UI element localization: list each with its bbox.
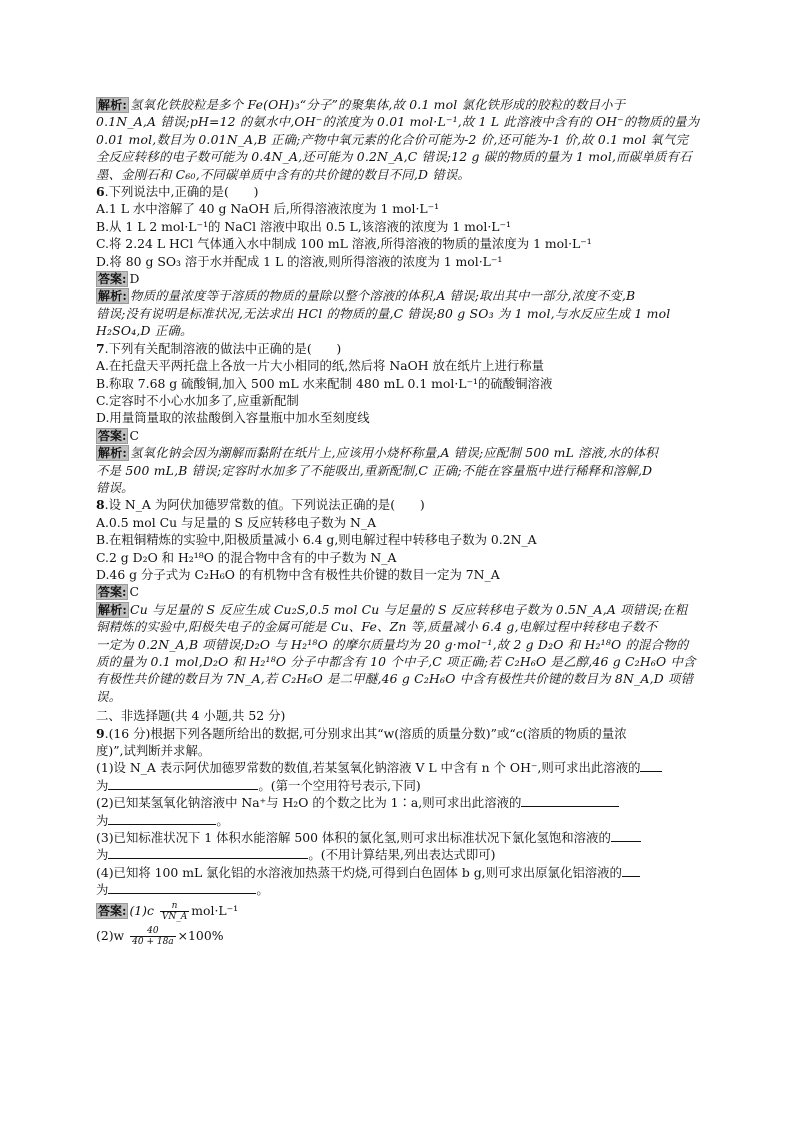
answer-tag: 答案: — [98, 428, 127, 443]
q9-part-1: (1)设 N_A 表示阿伏加德罗常数的数值,若某氢氧化钠溶液 V L 中含有 n 个 OH⁻,则可求出此溶液的 为 。(第一个空用符号表示,下同) — [96, 759, 706, 794]
answer-blank[interactable] — [108, 881, 256, 894]
option-c: C.定容时不小心水加多了,应重新配制 — [96, 392, 299, 408]
answer-blank[interactable] — [622, 864, 640, 877]
option-b: B.从 1 L 2 mol·L⁻¹的 NaCl 溶液中取出 0.5 L,该溶液的浓度为 1 mol·L⁻¹ — [96, 218, 512, 234]
answer-blank[interactable] — [108, 777, 258, 790]
q5-analysis: 解析: 氢氧化铁胶粒是多个 Fe(OH)₃“分子”的聚集体,故 0.1 mol 氯化铁形成的胶粒的数目小于 0.1N_A,A 错误;pH=12 的氨水中,OH⁻的浓度为 0.01 mol·L⁻¹,故 1 L 此溶液中含有的 OH⁻的物质的量为 0.01 mol,数目为 0.01N_A,B 正确;产物中氧元素的化合价可能为-2 价,还可能为-1 价,故 0.1 mol 氧气完 全反应转移的电子数可能为 0.4N_A,还可能为 0.2N_A,C 错误;12 g 碳的物质的量为 1 mol,而碳单质有石 墨、金刚石和 C₆₀,不同碳单质中含有的共价键的数目不同,D 错误。 — [96, 97, 700, 182]
question-6 — [96, 183, 706, 340]
option-d: D.46 g 分子式为 C₂H₆O 的有机物中含有极性共价键的数目一定为 7N_A — [96, 566, 500, 582]
q9-answer-1: 答案: (1)c $\frac{n}{VN\_A}$ mol·L⁻¹ — [98, 900, 239, 922]
analysis-tag: 解析: — [98, 98, 128, 112]
answer-blank[interactable] — [108, 846, 308, 859]
answer-line: 答案: D — [98, 271, 140, 287]
option-a: A.在托盘天平两托盘上各放一片大小相同的纸,然后将 NaOH 放在纸片上进行称量 — [96, 358, 545, 374]
document-page — [96, 96, 706, 947]
analysis-block: 解析: Cu 与足量的 S 反应生成 Cu₂S,0.5 mol Cu 与足量的 S 反应转移电子数为 0.5N_A,A 项错误;在粗 铜精炼的实验中,阳极失电子的金属可能是 Cu、Fe、Zn 等,质量减小 6.4 g,电解过程中转移电子数不 一定为 0.2N_A,B 项错误;D₂O 与 H₂¹⁸O 的摩尔质量均为 20 g·mol⁻¹,故 2 g D₂O 和 H₂¹⁸O 的混合物的 质的量为 0.1 mol,D₂O 和 H₂¹⁸O 分子中都含有 10 个中子,C 项正确;若 C₂H₆O 是乙醇,46 g C₂H₆O 中含 有极性共价键的数目为 7N_A,若 C₂H₆O 是二甲醚,46 g C₂H₆O 中含有极性共价键的数目为 8N_A,D 项错 误。 — [96, 601, 696, 704]
answer-tag: 答案: — [98, 903, 127, 918]
analysis-block: 解析: 氢氧化钠会因为潮解而黏附在纸片上,应该用小烧杯称量,A 错误;应配制 500 mL 溶液,水的体积 不是 500 mL,B 错误;定容时水加多了不能吸出,重新配制,C 正确;不能在容量瓶中进行稀释和溶解,D 错误。 — [96, 445, 658, 495]
option-c: C.将 2.24 L HCl 气体通入水中制成 100 mL 溶液,所得溶液的物质的量浓度为 1 mol·L⁻¹ — [96, 236, 592, 252]
option-b: B.在粗铜精炼的实验中,阳极质量减小 6.4 g,则电解过程中转移电子数为 0.2N_A — [96, 532, 537, 548]
analysis-block: 解析: 物质的量浓度等于溶质的物质的量除以整个溶液的体积,A 错误;取出其中一部分,浓度不变,B 错误;没有说明是标准状况,无法求出 HCl 的物质的量,C 错误;80 g SO₃ 为 1 mol,与水反应生成 1 mol H₂SO₄,D 正确。 — [96, 288, 671, 339]
analysis-tag: 解析: — [98, 446, 128, 461]
answer-line: 答案: C — [98, 427, 139, 443]
answer-blank[interactable] — [640, 759, 662, 772]
option-b: B.称取 7.68 g 硫酸铜,加入 500 mL 水来配制 480 mL 0.1 mol·L⁻¹的硫酸铜溶液 — [96, 375, 553, 391]
q9-answer-2: (2)w $\frac{40}{40 + 18a}$ ×100% — [96, 925, 224, 947]
option-d: D.将 80 g SO₃ 溶于水并配成 1 L 的溶液,则所得溶液的浓度为 1 mol·L⁻¹ — [96, 253, 503, 269]
option-a: A.1 L 水中溶解了 40 g NaOH 后,所得溶液浓度为 1 mol·L⁻¹ — [96, 201, 440, 217]
fraction: $\frac{n}{VN\_A}$ — [161, 900, 188, 922]
section-title: 二、非选择题(共 4 小题,共 52 分) — [96, 708, 286, 724]
fraction: $\frac{40}{40 + 18a}$ — [132, 925, 174, 947]
answer-blank[interactable] — [521, 794, 619, 807]
answer-tag: 答案: — [98, 272, 127, 287]
question-9 — [96, 725, 706, 947]
option-c: C.2 g D₂O 和 H₂¹⁸O 的混合物中含有的中子数为 N_A — [96, 549, 397, 565]
answer-line: 答案: C — [98, 584, 139, 600]
analysis-tag: 解析: — [98, 602, 128, 617]
question-stem: 7.下列有关配制溶液的做法中正确的是( ) — [96, 340, 342, 356]
q9-part-3: (3)已知标准状况下 1 体积水能溶解 500 体积的氯化氢,则可求出标准状况下氯化氢饱和溶液的 为 。(不用计算结果,列出表达式即可) — [96, 829, 706, 864]
option-d: D.用量筒量取的浓盐酸倒入容量瓶中加水至刻度线 — [96, 410, 370, 426]
question-7 — [96, 340, 706, 497]
question-stem: 8.设 N_A 为阿伏加德罗常数的值。下列说法正确的是( ) — [96, 497, 425, 513]
answer-tag: 答案: — [98, 585, 127, 600]
question-8 — [96, 496, 706, 705]
answer-blank[interactable] — [611, 829, 641, 842]
option-a: A.0.5 mol Cu 与足量的 S 反应转移电子数为 N_A — [96, 514, 377, 530]
question-stem: 9.(16 分)根据下列各题所给出的数据,可分别求出其“w(溶质的质量分数)”或“c(溶质的物质的量浓 度)”,试判断并求解。 — [96, 725, 627, 759]
q9-part-2: (2)已知某氢氧化钠溶液中 Na⁺与 H₂O 的个数之比为 1∶a,则可求出此溶液的 为 。 — [96, 794, 706, 829]
answer-blank[interactable] — [108, 812, 216, 825]
analysis-tag: 解析: — [98, 289, 128, 304]
question-stem: 6.下列说法中,正确的是( ) — [96, 184, 259, 200]
q9-part-4: (4)已知将 100 mL 氯化铝的水溶液加热蒸干灼烧,可得到白色固体 b g,则可求出原氯化铝溶液的 为 。 — [96, 864, 706, 899]
